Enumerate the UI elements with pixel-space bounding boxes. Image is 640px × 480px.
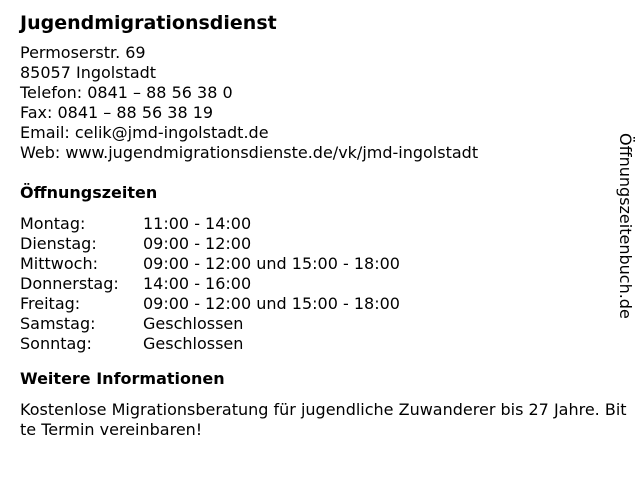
time-value: 09:00 - 12:00 und 15:00 - 18:00 — [143, 294, 400, 313]
hours-table — [20, 214, 625, 354]
phone-line: Telefon: 0841 – 88 56 38 0 — [20, 83, 233, 102]
hours-row-thursday — [20, 274, 625, 294]
watermark-label: Öffnungszeitenbuch.de — [616, 133, 635, 319]
street-address: Permoserstr. 69 — [20, 43, 146, 62]
time-value: Geschlossen — [143, 314, 244, 333]
info-heading: Weitere Informationen — [20, 369, 225, 388]
info-text: Kostenlose Migrationsberatung für jugendliche Zuwanderer bis 27 Jahre. Bitte Termin vereinbaren! — [20, 400, 627, 439]
hours-row-sunday — [20, 334, 625, 354]
day-label: Samstag: — [20, 314, 96, 333]
day-label: Mittwoch: — [20, 254, 98, 273]
time-value: 09:00 - 12:00 — [143, 234, 252, 253]
day-label: Freitag: — [20, 294, 81, 313]
listing-card — [20, 10, 625, 440]
city-address: 85057 Ingolstadt — [20, 63, 157, 82]
address-block — [20, 43, 625, 163]
day-label: Dienstag: — [20, 234, 97, 253]
hours-row-friday — [20, 294, 625, 314]
day-label: Montag: — [20, 214, 86, 233]
day-label: Sonntag: — [20, 334, 92, 353]
day-label: Donnerstag: — [20, 274, 119, 293]
web-line: Web: www.jugendmigrationsdienste.de/vk/jmd-ingolstadt — [20, 143, 479, 162]
hours-row-wednesday — [20, 254, 625, 274]
hours-heading: Öffnungszeiten — [20, 183, 158, 202]
email-line: Email: celik@jmd-ingolstadt.de — [20, 123, 269, 142]
time-value: Geschlossen — [143, 334, 244, 353]
listing-title: Jugendmigrationsdienst — [20, 12, 277, 34]
fax-line: Fax: 0841 – 88 56 38 19 — [20, 103, 214, 122]
time-value: 11:00 - 14:00 — [143, 214, 252, 233]
time-value: 09:00 - 12:00 und 15:00 - 18:00 — [143, 254, 400, 273]
time-value: 14:00 - 16:00 — [143, 274, 252, 293]
hours-row-tuesday — [20, 234, 625, 254]
hours-row-saturday — [20, 314, 625, 334]
hours-row-monday — [20, 214, 625, 234]
